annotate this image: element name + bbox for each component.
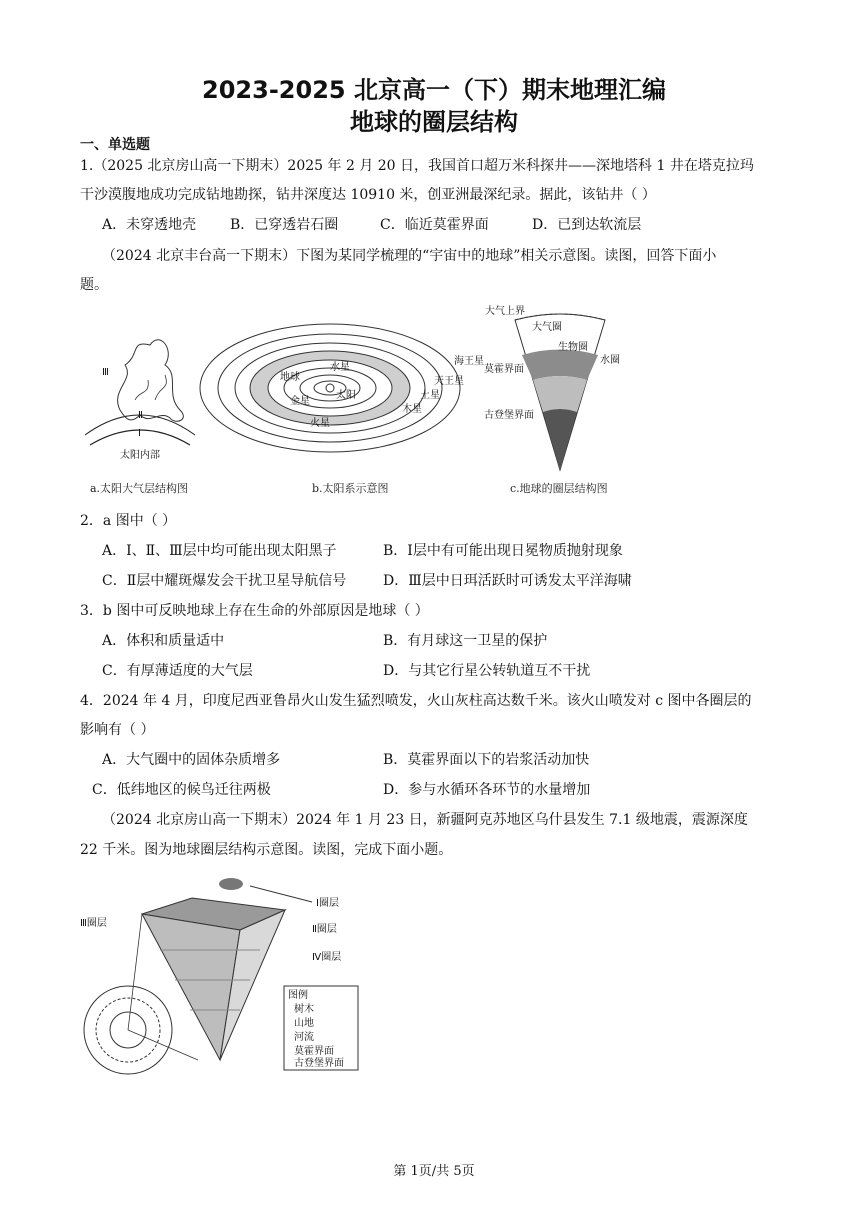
label-layer-2: Ⅱ [138, 410, 143, 421]
label-jupiter: 木星 [402, 404, 422, 415]
label-moho: 莫霍界面 [484, 364, 524, 375]
caption-a: a.太阳大气层结构图 [90, 482, 189, 495]
q2-stem: 2．a 图中（ ） [80, 513, 177, 529]
q4-line2: 影响有（ ） [80, 722, 155, 738]
q1-option-c: C．临近莫霍界面 [380, 217, 489, 233]
label-sphere-3: Ⅲ圈层 [80, 918, 107, 929]
label-neptune: 海王星 [454, 356, 484, 367]
label-sphere-1: Ⅰ圈层 [316, 898, 339, 909]
label-sphere-4: Ⅳ圈层 [312, 952, 342, 963]
caption-c: c.地球的圈层结构图 [510, 482, 608, 495]
label-uranus: 天王星 [434, 376, 464, 387]
label-layer-1: Ⅰ [138, 428, 141, 439]
q4-option-b: B．莫霍界面以下的岩浆活动加快 [383, 752, 590, 768]
q1-line1: 1.（2025 北京房山高一下期末）2025 年 2 月 20 日，我国首口超万米科探井——深地塔科 1 井在塔克拉玛 [80, 158, 754, 174]
doc-title: 2023-2025 北京高一（下）期末地理汇编 [202, 76, 666, 104]
label-mars: 火星 [310, 418, 330, 429]
sun-atmosphere-diagram [85, 340, 195, 495]
page-footer: 第 1页/共 5页 [393, 1164, 475, 1179]
q4-option-d: D．参与水循环各环节的水量增加 [383, 782, 591, 798]
legend-river: 河流 [294, 1032, 314, 1043]
label-sun-interior: 太阳内部 [120, 450, 160, 461]
intro2-line2: 题。 [80, 277, 108, 293]
q4-option-a: A．大气圈中的固体杂质增多 [102, 752, 281, 768]
q3-option-c: C．有厚薄适度的大气层 [102, 663, 253, 679]
label-biosphere: 生物圈 [558, 342, 588, 353]
q3-stem: 3．b 图中可反映地球上存在生命的外部原因是地球（ ） [80, 603, 429, 619]
q4-line1: 4．2024 年 4 月，印度尼西亚鲁昂火山发生猛烈喷发，火山灰柱高达数千米。该火山喷发对 c 图中各圈层的 [80, 693, 752, 709]
label-saturn: 土星 [420, 390, 440, 401]
q3-option-b: B．有月球这一卫星的保护 [383, 633, 548, 649]
earth-layers-diagram [484, 304, 620, 495]
q1-option-b: B．已穿透岩石圈 [230, 217, 339, 233]
caption-b: b.太阳系示意图 [312, 482, 389, 495]
label-layer-3: Ⅲ [102, 367, 109, 378]
legend-gutenberg: 古登堡界面 [294, 1058, 344, 1069]
q2-option-c: C．Ⅱ层中耀斑爆发会干扰卫星导航信号 [102, 573, 347, 589]
intro5-line1: （2024 北京房山高一下期末）2024 年 1 月 23 日，新疆阿克苏地区乌什县发生 7.1 级地震，震源深度 [102, 812, 748, 828]
q2-option-d: D．Ⅲ层中日珥活跃时可诱发太平洋海啸 [383, 573, 632, 589]
legend-tree: 树木 [294, 1004, 314, 1015]
q2-option-a: A．Ⅰ、Ⅱ、Ⅲ层中均可能出现太阳黑子 [102, 543, 337, 559]
intro2-line1: （2024 北京丰台高一下期末）下图为某同学梳理的“宇宙中的地球”相关示意图。读图，回答下面小 [102, 248, 717, 264]
intro5-line2: 22 千米。图为地球圈层结构示意图。读图，完成下面小题。 [80, 842, 453, 858]
q3-option-d: D．与其它行星公转轨道互不干扰 [383, 663, 591, 679]
doc-subtitle: 地球的圈层结构 [350, 108, 518, 136]
q3-option-a: A．体积和质量适中 [102, 633, 225, 649]
q2-option-b: B．Ⅰ层中有可能出现日冕物质抛射现象 [383, 543, 623, 559]
label-venus: 金星 [290, 396, 310, 407]
label-hydrosphere: 水圈 [600, 355, 620, 366]
figure-universe-earth [80, 300, 800, 500]
label-mercury: 水星 [330, 362, 350, 373]
legend-title: 图例 [288, 990, 308, 1001]
solar-system-diagram [200, 324, 484, 495]
label-sun: 太阳 [336, 390, 356, 401]
figure-earth-spheres [80, 870, 370, 1080]
q1-option-d: D．已到达软流层 [532, 217, 642, 233]
q1-line2: 干沙漠腹地成功完成钻地勘探，钻井深度达 10910 米，创亚洲最深纪录。据此，该钻井（ ） [80, 187, 656, 203]
q1-option-a: A．未穿透地壳 [102, 217, 197, 233]
legend-moho: 莫霍界面 [294, 1046, 334, 1057]
legend-mountain: 山地 [294, 1018, 314, 1029]
q4-option-c: C．低纬地区的候鸟迁往两极 [92, 782, 271, 798]
label-earth: 地球 [280, 372, 300, 383]
section-heading: 一、单选题 [80, 137, 150, 153]
label-atmosphere: 大气圈 [532, 322, 562, 333]
label-sphere-2: Ⅱ圈层 [312, 924, 337, 935]
label-gutenberg: 古登堡界面 [484, 410, 534, 421]
label-atmosphere-top: 大气上界 [485, 306, 525, 317]
